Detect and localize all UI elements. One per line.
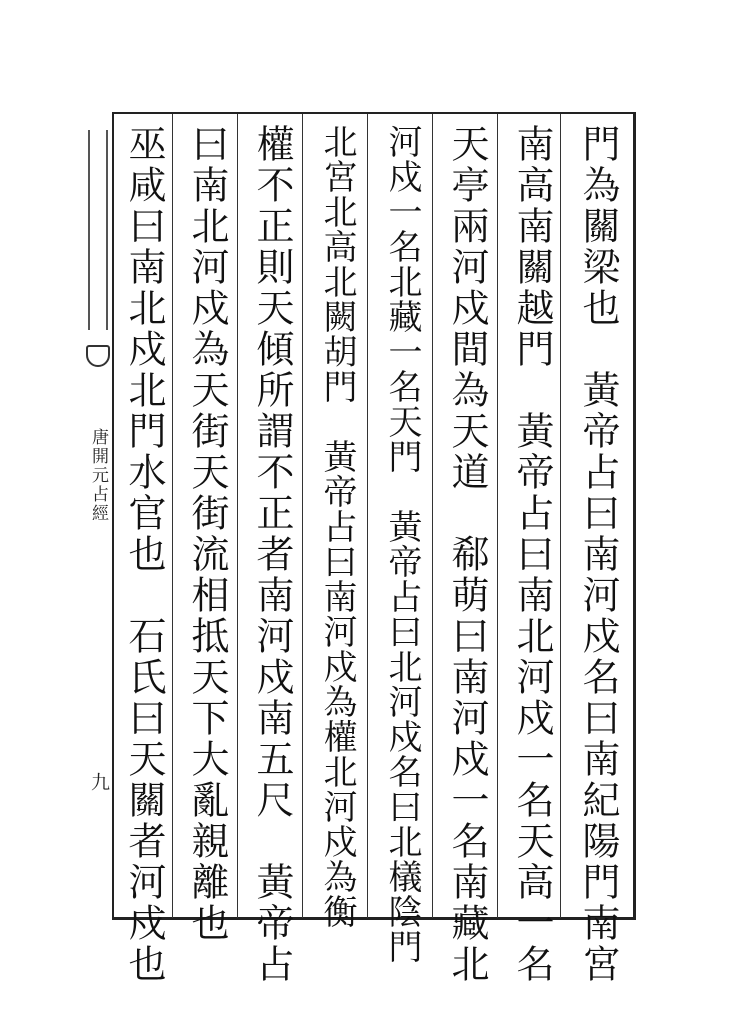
column-text: 門為關梁也 黃帝占曰南河戍名曰南紀陽門南宮 [576, 124, 620, 985]
column-rule [560, 114, 561, 918]
text-column-2 [506, 124, 558, 985]
column-rule [367, 114, 368, 918]
column-rule [432, 114, 433, 918]
text-column-8 [118, 124, 170, 985]
column-text: 北宮北高北闕胡門 黃帝占曰南河戍為權北河戍為衡 [317, 124, 357, 929]
column-text: 曰南北河戍為天街天街流相抵天下大亂親離也 [185, 124, 229, 944]
column-rule [237, 114, 238, 918]
column-text: 巫咸曰南北戍北門水官也 石氏曰天關者河戍也 [122, 124, 166, 985]
column-text: 河戍一名北藏一名天門 黃帝占曰北河戍名曰北檥陰門 [382, 124, 422, 964]
text-column-6 [246, 124, 298, 985]
text-column-4 [376, 124, 428, 964]
column-rule [172, 114, 173, 918]
text-column-3 [441, 124, 493, 985]
text-column-7 [181, 124, 233, 944]
margin-book-title: 唐開元占經 [88, 428, 108, 523]
column-text: 南高南關越門 黃帝占曰南北河戍一名天高一名 [510, 124, 554, 985]
column-text: 權不正則天傾所謂不正者南河戍南五尺 黃帝占 [250, 124, 294, 985]
column-rule [302, 114, 303, 918]
column-text: 天亭兩河戍間為天道 郗萌曰南河戍一名南藏北 [445, 124, 489, 985]
text-column-5 [311, 124, 363, 929]
text-column-1 [572, 124, 624, 985]
margin-double-line [88, 130, 108, 330]
column-rule [497, 114, 498, 918]
margin-page-number: 九 [88, 772, 110, 791]
